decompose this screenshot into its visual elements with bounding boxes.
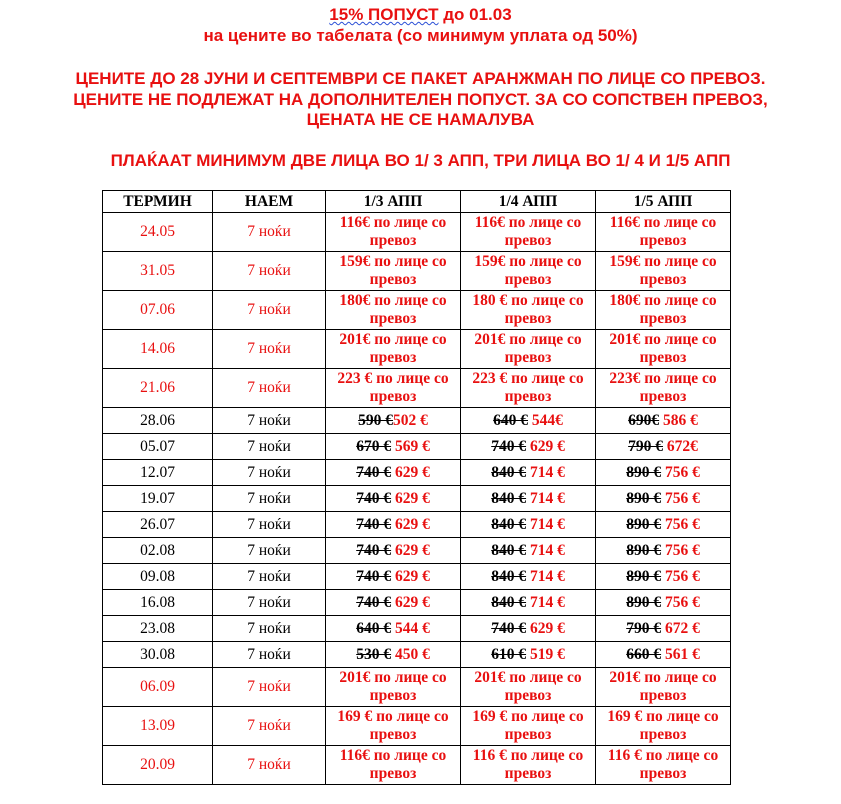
cell-price-app3 xyxy=(326,642,461,668)
table-row xyxy=(103,564,731,590)
cell-price-app5 xyxy=(596,408,731,434)
cell-price-app3: 169 € по лице со превоз xyxy=(326,707,461,746)
cell-term: 16.08 xyxy=(103,590,213,616)
old-price: 530 € xyxy=(356,645,392,663)
table-row xyxy=(103,707,731,746)
new-price: 756 € xyxy=(661,489,700,507)
new-price: 629 € xyxy=(391,593,430,611)
table-body xyxy=(103,213,731,785)
old-price: 890 € xyxy=(626,463,662,481)
cell-price-app5: 116 € по лице со превоз xyxy=(596,746,731,785)
cell-term: 06.09 xyxy=(103,668,213,707)
cell-price-app3: 223 € по лице со превоз xyxy=(326,369,461,408)
new-price: 756 € xyxy=(661,567,700,585)
old-price: 840 € xyxy=(491,489,527,507)
old-price: 640 € xyxy=(356,619,392,637)
cell-naem: 7 ноќи xyxy=(213,291,326,330)
old-price: 890 € xyxy=(626,515,662,533)
new-price: 714 € xyxy=(526,593,565,611)
new-price: 629 € xyxy=(391,489,430,507)
cell-term: 12.07 xyxy=(103,460,213,486)
cell-price-app3 xyxy=(326,434,461,460)
cell-naem: 7 ноќи xyxy=(213,512,326,538)
cell-price-app4: 159€ по лице со превоз xyxy=(461,252,596,291)
notice-line-1: ЦЕНИТЕ ДО 28 ЈУНИ И СЕПТЕМВРИ СЕ ПАКЕТ АРАНЖМАН ПО ЛИЦЕ СО ПРЕВОЗ. xyxy=(75,69,766,88)
new-price: 756 € xyxy=(661,463,700,481)
cell-price-app3 xyxy=(326,564,461,590)
old-price: 740 € xyxy=(356,541,392,559)
new-price: 714 € xyxy=(526,541,565,559)
cell-price-app5 xyxy=(596,616,731,642)
old-price: 670 € xyxy=(356,437,392,455)
cell-naem: 7 ноќи xyxy=(213,642,326,668)
cell-price-app5: 116€ по лице со превоз xyxy=(596,213,731,252)
table-row xyxy=(103,330,731,369)
cell-price-app3 xyxy=(326,616,461,642)
old-price: 840 € xyxy=(491,541,527,559)
cell-price-app5: 223€ по лице со превоз xyxy=(596,369,731,408)
cell-price-app3: 201€ по лице со превоз xyxy=(326,330,461,369)
new-price: 544 € xyxy=(391,619,430,637)
cell-price-app5 xyxy=(596,434,731,460)
old-price: 890 € xyxy=(626,593,662,611)
cell-term: 21.06 xyxy=(103,369,213,408)
cell-price-app5: 159€ по лице со превоз xyxy=(596,252,731,291)
cell-naem: 7 ноќи xyxy=(213,707,326,746)
new-price: 544€ xyxy=(528,411,563,429)
cell-price-app3: 180€ по лице со превоз xyxy=(326,291,461,330)
table-row xyxy=(103,460,731,486)
old-price: 640 € xyxy=(493,411,528,429)
promo-date: до 01.03 xyxy=(438,5,512,24)
cell-price-app5 xyxy=(596,564,731,590)
cell-term: 14.06 xyxy=(103,330,213,369)
cell-naem: 7 ноќи xyxy=(213,538,326,564)
cell-naem: 7 ноќи xyxy=(213,434,326,460)
old-price: 790 € xyxy=(628,437,663,455)
cell-price-app4: 201€ по лице со превоз xyxy=(461,668,596,707)
cell-naem: 7 ноќи xyxy=(213,213,326,252)
cell-naem: 7 ноќи xyxy=(213,252,326,291)
table-row xyxy=(103,291,731,330)
cell-price-app3 xyxy=(326,408,461,434)
cell-price-app5 xyxy=(596,460,731,486)
cell-price-app4: 180 € по лице со превоз xyxy=(461,291,596,330)
table-row xyxy=(103,616,731,642)
promo-headline xyxy=(0,5,841,25)
table-row xyxy=(103,434,731,460)
cell-naem: 7 ноќи xyxy=(213,330,326,369)
promo-subtitle: на цените во табелата (со минимум уплата од 50%) xyxy=(203,26,638,45)
cell-term: 02.08 xyxy=(103,538,213,564)
new-price: 714 € xyxy=(526,489,565,507)
old-price: 740 € xyxy=(356,567,392,585)
new-price: 519 € xyxy=(526,645,565,663)
new-price: 450 € xyxy=(391,645,430,663)
cell-naem: 7 ноќи xyxy=(213,746,326,785)
cell-price-app5 xyxy=(596,590,731,616)
cell-price-app3 xyxy=(326,590,461,616)
cell-price-app4 xyxy=(461,460,596,486)
new-price: 629 € xyxy=(526,619,565,637)
old-price: 890 € xyxy=(626,541,662,559)
cell-term: 30.08 xyxy=(103,642,213,668)
cell-term: 05.07 xyxy=(103,434,213,460)
cell-term: 28.06 xyxy=(103,408,213,434)
old-price: 740 € xyxy=(491,619,527,637)
cell-price-app4 xyxy=(461,642,596,668)
new-price: 714 € xyxy=(526,463,565,481)
old-price: 690€ xyxy=(628,411,660,429)
cell-naem: 7 ноќи xyxy=(213,668,326,707)
old-price: 740 € xyxy=(356,515,392,533)
old-price: 610 € xyxy=(491,645,527,663)
cell-term: 20.09 xyxy=(103,746,213,785)
cell-naem: 7 ноќи xyxy=(213,486,326,512)
new-price: 756 € xyxy=(661,515,700,533)
cell-price-app5 xyxy=(596,642,731,668)
cell-price-app3 xyxy=(326,486,461,512)
table-row xyxy=(103,408,731,434)
cell-price-app4 xyxy=(461,434,596,460)
cell-term: 09.08 xyxy=(103,564,213,590)
cell-naem: 7 ноќи xyxy=(213,616,326,642)
table-row xyxy=(103,746,731,785)
cell-price-app5 xyxy=(596,538,731,564)
cell-term: 31.05 xyxy=(103,252,213,291)
cell-price-app4: 169 € по лице со превоз xyxy=(461,707,596,746)
new-price: 629 € xyxy=(391,515,430,533)
old-price: 890 € xyxy=(626,489,662,507)
old-price: 740 € xyxy=(491,437,527,455)
table-row xyxy=(103,486,731,512)
cell-term: 19.07 xyxy=(103,486,213,512)
promo-percent: 15% ПОПУСТ xyxy=(329,5,439,24)
cell-price-app3: 116€ по лице со превоз xyxy=(326,746,461,785)
cell-naem: 7 ноќи xyxy=(213,590,326,616)
new-price: 629 € xyxy=(391,567,430,585)
new-price: 672€ xyxy=(663,437,698,455)
new-price: 569 € xyxy=(391,437,430,455)
cell-price-app4 xyxy=(461,564,596,590)
new-price: 586 € xyxy=(659,411,698,429)
new-price: 561 € xyxy=(661,645,700,663)
cell-price-app3 xyxy=(326,512,461,538)
old-price: 840 € xyxy=(491,593,527,611)
cell-price-app3: 116€ по лице со превоз xyxy=(326,213,461,252)
cell-price-app4 xyxy=(461,408,596,434)
table-row xyxy=(103,512,731,538)
cell-term: 23.08 xyxy=(103,616,213,642)
new-price: 714 € xyxy=(526,567,565,585)
cell-price-app4 xyxy=(461,512,596,538)
old-price: 790 € xyxy=(626,619,662,637)
old-price: 840 € xyxy=(491,463,527,481)
cell-price-app4: 223 € по лице со превоз xyxy=(461,369,596,408)
cell-term: 24.05 xyxy=(103,213,213,252)
new-price: 714 € xyxy=(526,515,565,533)
cell-naem: 7 ноќи xyxy=(213,460,326,486)
cell-price-app4 xyxy=(461,486,596,512)
table-row xyxy=(103,668,731,707)
cell-term: 13.09 xyxy=(103,707,213,746)
notice-line-3: ЦЕНАТА НЕ СЕ НАМАЛУВА xyxy=(306,110,535,129)
cell-price-app4: 116€ по лице со превоз xyxy=(461,213,596,252)
new-price: 629 € xyxy=(526,437,565,455)
cell-term: 07.06 xyxy=(103,291,213,330)
old-price: 740 € xyxy=(356,593,392,611)
cell-naem: 7 ноќи xyxy=(213,408,326,434)
cell-price-app3 xyxy=(326,460,461,486)
cell-price-app5 xyxy=(596,486,731,512)
price-table xyxy=(102,190,731,785)
old-price: 740 € xyxy=(356,489,392,507)
notice-line-4: ПЛАЌААТ МИНИМУМ ДВЕ ЛИЦА ВО 1/ 3 АПП, ТРИ ЛИЦА ВО 1/ 4 И 1/5 АПП xyxy=(110,151,731,170)
new-price: 756 € xyxy=(661,593,700,611)
table-row xyxy=(103,590,731,616)
cell-price-app4 xyxy=(461,538,596,564)
cell-price-app4 xyxy=(461,590,596,616)
table-row xyxy=(103,369,731,408)
cell-price-app3 xyxy=(326,538,461,564)
cell-price-app5: 201€ по лице со превоз xyxy=(596,330,731,369)
cell-price-app3: 201€ по лице со превоз xyxy=(326,668,461,707)
old-price: 840 € xyxy=(491,515,527,533)
cell-naem: 7 ноќи xyxy=(213,369,326,408)
cell-price-app5: 169 € по лице со превоз xyxy=(596,707,731,746)
table-header-row xyxy=(103,191,731,213)
new-price: 502 € xyxy=(393,411,428,429)
cell-term: 26.07 xyxy=(103,512,213,538)
cell-price-app4: 201€ по лице со превоз xyxy=(461,330,596,369)
new-price: 672 € xyxy=(661,619,700,637)
col-header-app3: 1/3 АПП xyxy=(326,191,461,213)
col-header-app5: 1/5 АПП xyxy=(596,191,731,213)
old-price: 740 € xyxy=(356,463,392,481)
cell-price-app4 xyxy=(461,616,596,642)
table-row xyxy=(103,538,731,564)
old-price: 890 € xyxy=(626,567,662,585)
cell-price-app5 xyxy=(596,512,731,538)
cell-price-app4: 116 € по лице со превоз xyxy=(461,746,596,785)
notice-line-2: ЦЕНИТЕ НЕ ПОДЛЕЖАТ НА ДОПОЛНИТЕЛЕН ПОПУСТ. ЗА СО СОПСТВЕН ПРЕВОЗ, xyxy=(73,90,768,109)
table-row xyxy=(103,213,731,252)
col-header-naem: НАЕМ xyxy=(213,191,326,213)
new-price: 629 € xyxy=(391,541,430,559)
old-price: 840 € xyxy=(491,567,527,585)
table-row xyxy=(103,252,731,291)
col-header-term: ТЕРМИН xyxy=(103,191,213,213)
cell-naem: 7 ноќи xyxy=(213,564,326,590)
col-header-app4: 1/4 АПП xyxy=(461,191,596,213)
old-price: 590 € xyxy=(358,411,393,429)
cell-price-app5: 180€ по лице со превоз xyxy=(596,291,731,330)
old-price: 660 € xyxy=(626,645,662,663)
cell-price-app5: 201€ по лице со превоз xyxy=(596,668,731,707)
new-price: 756 € xyxy=(661,541,700,559)
cell-price-app3: 159€ по лице со превоз xyxy=(326,252,461,291)
new-price: 629 € xyxy=(391,463,430,481)
table-row xyxy=(103,642,731,668)
